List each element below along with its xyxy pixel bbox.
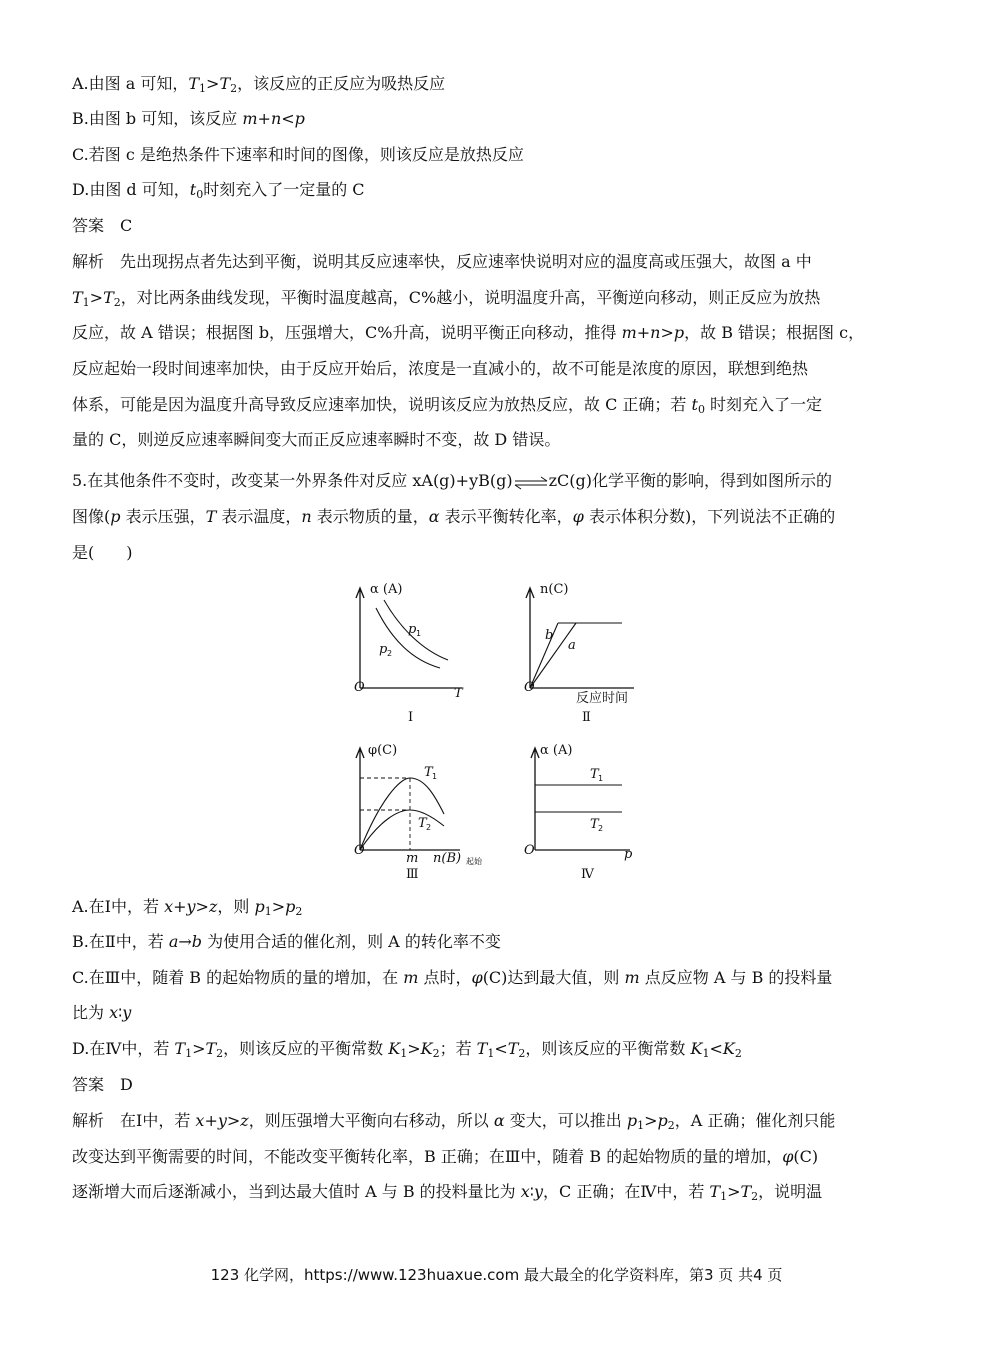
graph-4-t1-label: T xyxy=(590,767,599,782)
graph-4-origin: O xyxy=(524,843,535,858)
graph-4 xyxy=(510,740,650,885)
graph-1-caption: Ⅰ xyxy=(408,710,414,725)
graph-3-t1-label: T xyxy=(424,765,433,780)
graph-1-label-p2: p xyxy=(379,642,388,657)
graph-2-y-label: n(C) xyxy=(540,582,569,597)
graph-1-x-label: T xyxy=(454,686,463,701)
graph-1-label-p2-sub: 2 xyxy=(387,649,393,658)
graph-3-x-label-sub: 起始 xyxy=(466,857,482,866)
q5-answer: 答案 D xyxy=(72,1075,133,1094)
graph-3-t1-sub: 1 xyxy=(432,772,438,781)
graph-3-x-label: n(B) xyxy=(433,851,462,866)
graph-3-y-label: φ(C) xyxy=(368,743,398,758)
graph-1-y-label: α (A) xyxy=(370,582,403,597)
graph-2-x-label: 反应时间 xyxy=(576,691,629,706)
q5-option-b: B.在Ⅱ中，若 a→b 为使用合适的催化剂，则 A 的转化率不变 xyxy=(72,932,501,951)
graph-1-label-p1: p xyxy=(408,622,417,637)
q5-option-a: A.在Ⅰ中，若 x+y>z，则 $p_1>p_2$ xyxy=(72,897,303,918)
graph-4-t2-sub: 2 xyxy=(598,824,604,833)
graph-3-m-label: m xyxy=(406,851,419,866)
q4-explanation-line-2: $T_1>T_2$，对比两条曲线发现，平衡时温度越高，C%越小，说明温度升高，平衡逆向移动，则正反应为放热 xyxy=(72,288,821,309)
graph-4-t1-sub: 1 xyxy=(598,774,604,783)
graph-1-label-p1-sub: 1 xyxy=(416,629,422,638)
graph-1 xyxy=(340,580,480,730)
q5-stem-line-2: 图像(p 表示压强，T 表示温度，n 表示物质的量，α 表示平衡转化率，φ 表示体积分数)，下列说法不正确的 xyxy=(72,507,836,526)
graph-4-t2-label: T xyxy=(590,817,599,832)
graph-2-line-b xyxy=(530,623,558,688)
q4-option-b: B.由图 b 可知，该反应 m+n<p xyxy=(72,109,305,128)
graph-3-t2-label: T xyxy=(418,816,427,831)
graph-2-caption: Ⅱ xyxy=(582,710,591,725)
graph-2-label-a: a xyxy=(568,638,576,653)
graph-2-label-b: b xyxy=(545,628,554,643)
equilibrium-arrow-icon xyxy=(513,475,549,489)
graph-4-x-label: p xyxy=(624,847,633,862)
q4-option-c: C.若图 c 是绝热条件下速率和时间的图像，则该反应是放热反应 xyxy=(72,145,524,164)
graph-3 xyxy=(340,740,500,885)
q4-option-d: D.由图 d 可知，$t_0$时刻充入了一定量的 C xyxy=(72,180,365,201)
graph-4-caption: Ⅳ xyxy=(581,867,594,882)
graph-1-curve-p2 xyxy=(376,608,440,668)
graph-1-origin: O xyxy=(354,680,365,695)
q5-stem-line-1: 5.在其他条件不变时，改变某一外界条件对反应 xA(g)+yB(g) zC(g)化学平衡的影响，得到如图所示的 xyxy=(72,471,832,490)
graph-4-y-label: α (A) xyxy=(540,743,573,758)
q5-option-c-line-1: C.在Ⅲ中，随着 B 的起始物质的量的增加，在 m 点时，φ(C)达到最大值，则 m 点反应物 A 与 B 的投料量 xyxy=(72,968,833,987)
q5-stem-line-3: 是( ) xyxy=(72,543,133,562)
q4-explanation-line-3: 反应，故 A 错误；根据图 b，压强增大，C%升高，说明平衡正向移动，推得 m+n>p，故 B 错误；根据图 c， xyxy=(72,323,865,342)
graph-3-curve-t2 xyxy=(360,810,444,850)
q5-explanation-line-1: 解析 在Ⅰ中，若 x+y>z，则压强增大平衡向右移动，所以 α 变大，可以推出 $p_1>p_2$，A 正确；催化剂只能 xyxy=(72,1111,836,1132)
q4-answer: 答案 C xyxy=(72,216,133,235)
q4-explanation-line-4: 反应起始一段时间速率加快，由于反应开始后，浓度是一直减小的，故不可能是浓度的原因，联想到绝热 xyxy=(72,359,809,378)
q5-option-c-line-2: 比为 x∶y xyxy=(72,1003,132,1022)
q5-explanation-line-3: 逐渐增大而后逐渐减小，当到达最大值时 A 与 B 的投料量比为 x∶y，C 正确；在Ⅳ中，若 $T_1>T_2$，说明温 xyxy=(72,1182,823,1203)
graph-3-y-axis xyxy=(356,748,364,850)
q4-option-a: A.由图 a 可知，$T_1>T_2$，该反应的正反应为吸热反应 xyxy=(72,74,446,95)
q5-option-d: D.在Ⅳ中，若 $T_1>T_2$，则该反应的平衡常数 $K_1>K_2$；若 $T_1<T_2$，则该反应的平衡常数 $K_1<K_2$ xyxy=(72,1039,742,1060)
graph-1-y-axis xyxy=(356,588,364,688)
q5-explanation-line-2: 改变达到平衡需要的时间，不能改变平衡转化率，B 正确；在Ⅲ中，随着 B 的起始物质的量的增加，φ(C) xyxy=(72,1147,819,1166)
graph-2 xyxy=(510,580,660,730)
graph-3-caption: Ⅲ xyxy=(406,867,419,882)
q4-explanation-line-6: 量的 C，则逆反应速率瞬间变大而正反应速率瞬时不变，故 D 错误。 xyxy=(72,430,561,449)
graph-4-y-axis xyxy=(531,748,539,850)
graph-2-y-axis xyxy=(526,588,534,688)
graph-3-curve-t1 xyxy=(360,778,444,850)
graph-3-origin: O xyxy=(354,843,365,858)
graph-3-t2-sub: 2 xyxy=(426,823,432,832)
q4-explanation-line-5: 体系，可能是因为温度升高导致反应速率加快，说明该反应为放热反应，故 C 正确；若 $t_0$ 时刻充入了一定 xyxy=(72,395,823,416)
graph-2-origin: O xyxy=(524,680,535,695)
page-footer: 123 化学网，https://www.123huaxue.com 最大最全的化学资料库，第3 页 共4 页 xyxy=(210,1266,783,1284)
q4-explanation-line-1: 解析 先出现拐点者先达到平衡，说明其反应速率快，反应速率快说明对应的温度高或压强大，故图 a 中 xyxy=(72,252,812,271)
